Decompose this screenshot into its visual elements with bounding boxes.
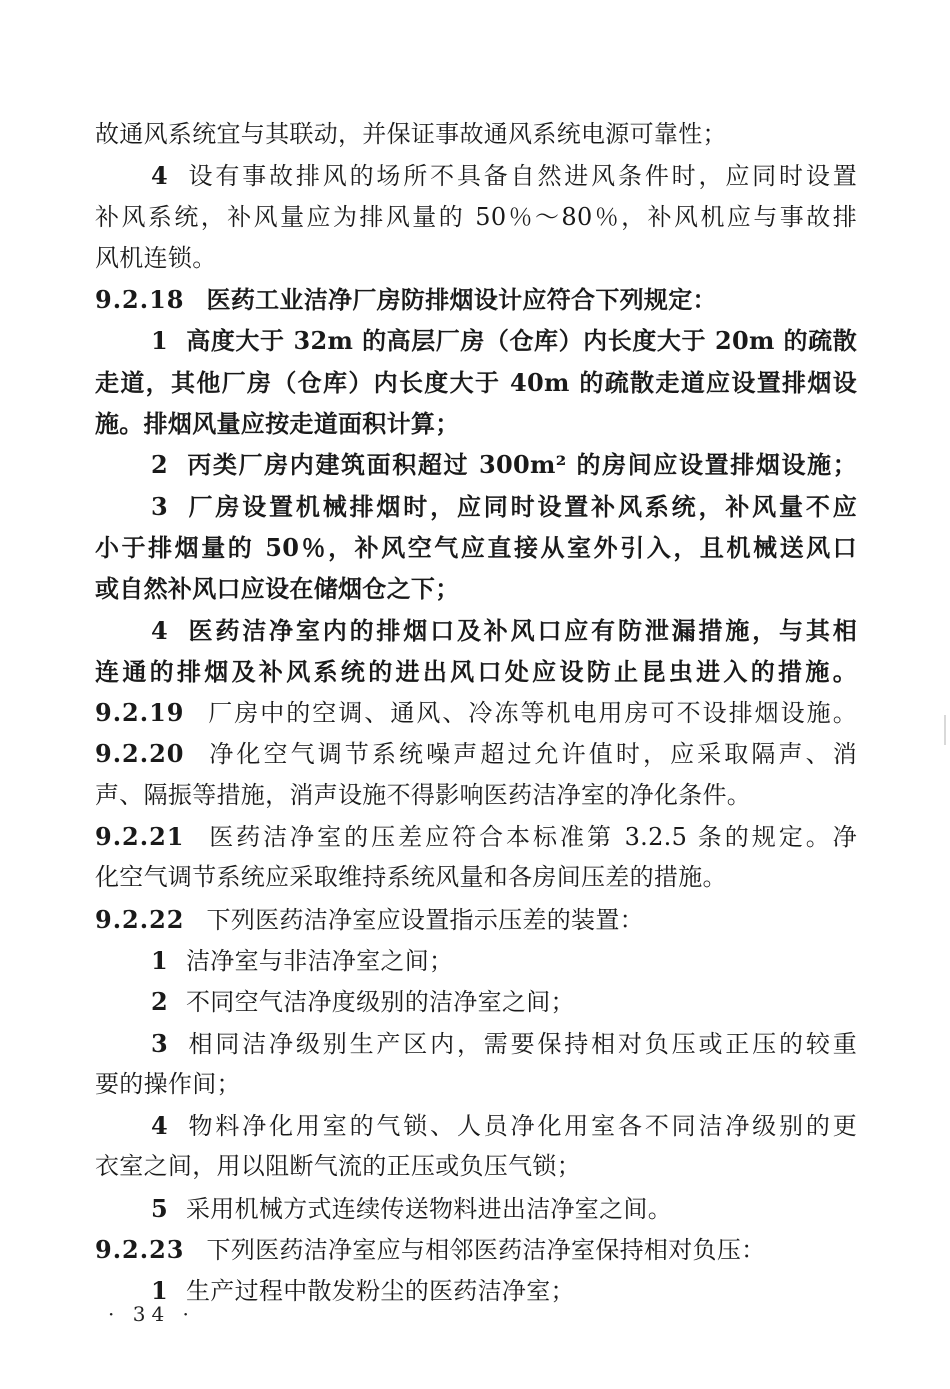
- line-text: 补风系统，补风量应为排风量的 50％～80％，补风机应与事故排: [95, 202, 857, 231]
- text-line: [95, 857, 857, 898]
- text-line: [95, 403, 857, 444]
- text-line: [95, 362, 857, 403]
- clause-heading-line: [95, 899, 857, 940]
- line-text: 不同空气洁净度级别的洁净室之间；: [186, 988, 575, 1017]
- clause-number: 9.2.22: [95, 904, 185, 934]
- clause-heading-line: [95, 279, 857, 320]
- item-number: 4: [151, 615, 168, 645]
- line-text: 风机连锁。: [95, 243, 217, 272]
- clause-heading-line: [95, 816, 857, 857]
- item-number: 1: [151, 945, 168, 975]
- line-text: 高度大于 32m 的高层厂房（仓库）内长度大于 20m 的疏散: [186, 326, 857, 356]
- line-text: 丙类厂房内建筑面积超过 300m² 的房间应设置排烟设施；: [186, 450, 857, 480]
- line-text: 下列医药洁净室应与相邻医药洁净室保持相对负压：: [206, 1236, 766, 1265]
- line-text: 生产过程中散发粉尘的医药洁净室；: [186, 1277, 575, 1306]
- text-line: [95, 238, 857, 279]
- list-item-line: [95, 444, 857, 485]
- line-text: 走道，其他厂房（仓库）内长度大于 40m 的疏散走道应设置排烟设: [95, 367, 857, 397]
- item-number: 5: [151, 1193, 168, 1223]
- line-text: 医药工业洁净厂房防排烟设计应符合下列规定：: [206, 285, 717, 315]
- clause-number: 9.2.21: [95, 822, 185, 852]
- clause-number: 9.2.19: [95, 698, 185, 728]
- line-text: 厂房设置机械排烟时，应同时设置补风系统，补风量不应: [186, 491, 857, 521]
- text-line: [95, 197, 857, 238]
- line-text: 厂房中的空调、通风、冷冻等机电用房可不设排烟设施。: [206, 699, 857, 728]
- list-item-line: [95, 155, 857, 196]
- item-number: 3: [151, 1028, 168, 1058]
- line-text: 相同洁净级别生产区内，需要保持相对负压或正压的较重: [186, 1029, 857, 1058]
- list-item-line: [95, 610, 857, 651]
- line-text: 医药洁净室的压差应符合本标准第 3.2.5 条的规定。净: [206, 823, 857, 852]
- list-item-line: [95, 1188, 857, 1229]
- clause-number: 9.2.23: [95, 1235, 185, 1265]
- list-item-line: [95, 1270, 857, 1311]
- list-item-line: [95, 486, 857, 527]
- text-line: [95, 775, 857, 816]
- line-text: 设有事故排风的场所不具备自然进风条件时，应同时设置: [186, 162, 857, 191]
- clause-number: 9.2.20: [95, 739, 185, 769]
- item-number: 4: [151, 1111, 168, 1141]
- text-line: [95, 527, 857, 568]
- item-number: 1: [151, 326, 168, 356]
- list-item-line: [95, 1105, 857, 1146]
- line-text: 衣室之间，用以阻断气流的正压或负压气锁；: [95, 1152, 581, 1181]
- line-text: 故通风系统宜与其联动，并保证事故通风系统电源可靠性；: [95, 120, 727, 148]
- line-text: 净化空气调节系统噪声超过允许值时，应采取隔声、消: [206, 740, 857, 769]
- line-text: 或自然补风口应设在储烟仓之下；: [95, 574, 460, 604]
- line-text: 采用机械方式连续传送物料进出洁净室之间。: [186, 1194, 672, 1223]
- text-line: [95, 1146, 857, 1187]
- item-number: 2: [151, 450, 168, 480]
- line-text: 物料净化用室的气锁、人员净化用室各不同洁净级别的更: [186, 1112, 857, 1141]
- line-text: 声、隔振等措施，消声设施不得影响医药洁净室的净化条件。: [95, 780, 752, 809]
- line-text: 洁净室与非洁净室之间；: [186, 946, 454, 975]
- line-text: 连通的排烟及补风系统的进出风口处应设防止昆虫进入的措施。: [95, 656, 857, 686]
- clause-heading-line: [95, 692, 857, 733]
- text-line: [95, 114, 857, 155]
- scan-edge-mark: [944, 715, 946, 745]
- list-item-line: [95, 940, 857, 981]
- list-item-line: [95, 320, 857, 361]
- line-text: 下列医药洁净室应设置指示压差的装置：: [206, 905, 644, 934]
- list-item-line: [95, 1023, 857, 1064]
- line-text: 医药洁净室内的排烟口及补风口应有防泄漏措施，与其相: [186, 615, 857, 645]
- text-line: [95, 651, 857, 692]
- clause-number: 9.2.18: [95, 285, 185, 315]
- line-text: 小于排烟量的 50％，补风空气应直接从室外引入，且机械送风口: [95, 532, 857, 562]
- body-text: [95, 114, 857, 1312]
- item-number: 4: [151, 161, 168, 191]
- line-text: 施。排烟风量应按走道面积计算；: [95, 409, 460, 439]
- item-number: 1: [151, 1276, 168, 1306]
- list-item-line: [95, 981, 857, 1022]
- line-text: 化空气调节系统应采取维持系统风量和各房间压差的措施。: [95, 863, 727, 892]
- page-number: · 34 ·: [108, 1302, 195, 1326]
- line-text: 要的操作间；: [95, 1069, 241, 1098]
- item-number: 2: [151, 987, 168, 1017]
- item-number: 3: [151, 491, 168, 521]
- clause-heading-line: [95, 733, 857, 774]
- text-line: [95, 568, 857, 609]
- clause-heading-line: [95, 1229, 857, 1270]
- text-line: [95, 1064, 857, 1105]
